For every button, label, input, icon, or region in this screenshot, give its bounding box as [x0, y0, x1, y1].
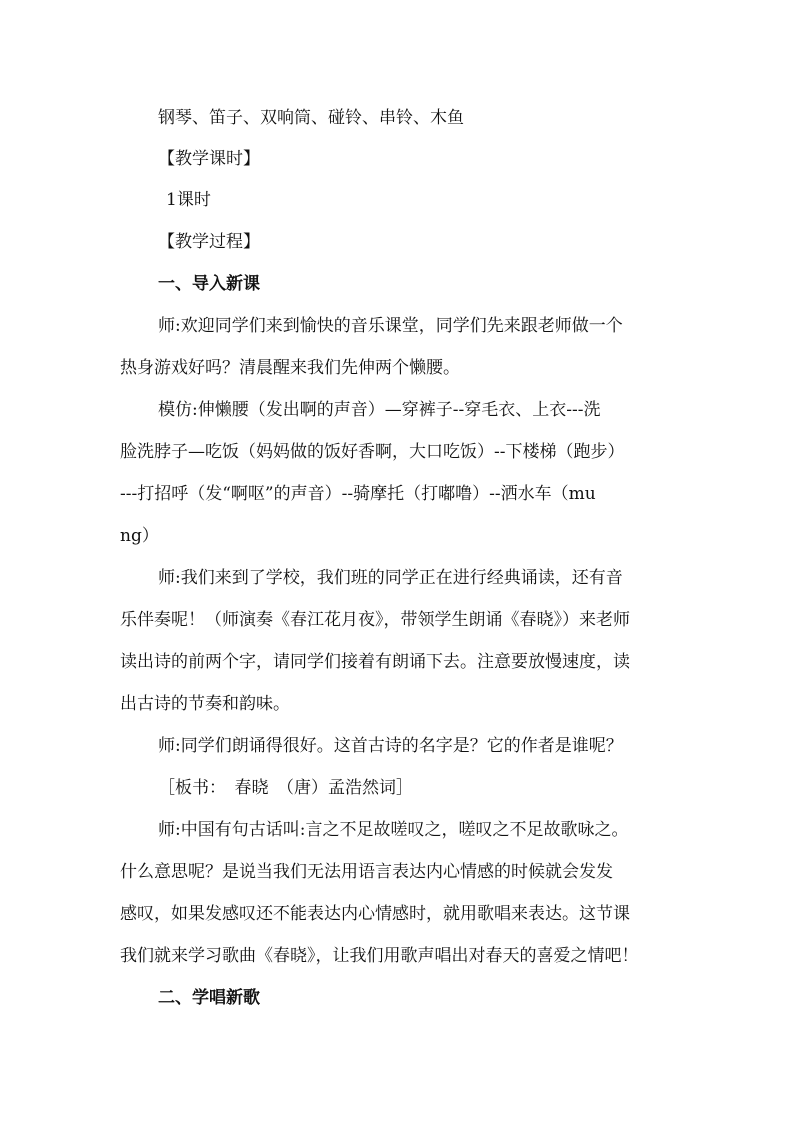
materials-line: 钢琴、笛子、双响筒、碰铃、串铃、木鱼: [158, 108, 464, 128]
section-heading-class-hours: 【教学课时】: [158, 149, 260, 169]
subheading-introduction: 一、导入新课: [158, 274, 260, 294]
paragraph-line: 师:同学们朗诵得很好。这首古诗的名字是？它的作者是谁呢？: [158, 736, 623, 756]
blackboard-note: ［板书： 春晓 （唐）孟浩然词］: [158, 778, 413, 798]
paragraph-line: 感叹，如果发感叹还不能表达内心情感时，就用歌唱来表达。这节课: [120, 904, 630, 924]
paragraph-line: 乐伴奏呢！（师演奏《春江花月夜》，带领学生朗诵《春晓》）来老师: [120, 610, 630, 630]
paragraph-line: ---打招呼（发“啊呕”的声音）--骑摩托（打嘟噜）--洒水车（mu: [120, 484, 596, 504]
paragraph-line: 模仿:伸懒腰（发出啊的声音）—穿裤子--穿毛衣、上衣---洗: [158, 400, 601, 420]
paragraph-line: ng）: [120, 526, 159, 546]
class-hours-value: 1课时: [166, 190, 211, 210]
paragraph-line: 读出诗的前两个字，请同学们接着有朗诵下去。注意要放慢速度，读: [120, 652, 630, 672]
subheading-learn-song: 二、学唱新歌: [158, 988, 260, 1008]
paragraph-line: 什么意思呢？是说当我们无法用语言表达内心情感的时候就会发发: [120, 862, 613, 882]
paragraph-line: 出古诗的节奏和韵味。: [120, 694, 290, 714]
paragraph-line: 脸洗脖子—吃饭（妈妈做的饭好香啊，大口吃饭）--下楼梯（跑步）: [120, 442, 625, 462]
section-heading-teaching-process: 【教学过程】: [158, 232, 260, 252]
paragraph-line: 我们就来学习歌曲《春晓》，让我们用歌声唱出对春天的喜爱之情吧！: [120, 946, 639, 966]
paragraph-line: 师:我们来到了学校，我们班的同学正在进行经典诵读，还有音: [158, 568, 623, 588]
paragraph-line: 师:欢迎同学们来到愉快的音乐课堂，同学们先来跟老师做一个: [158, 316, 623, 336]
paragraph-line: 师:中国有句古话叫:言之不足故嗟叹之，嗟叹之不足故歌咏之。: [158, 820, 629, 840]
paragraph-line: 热身游戏好吗？清晨醒来我们先伸两个懒腰。: [120, 358, 460, 378]
